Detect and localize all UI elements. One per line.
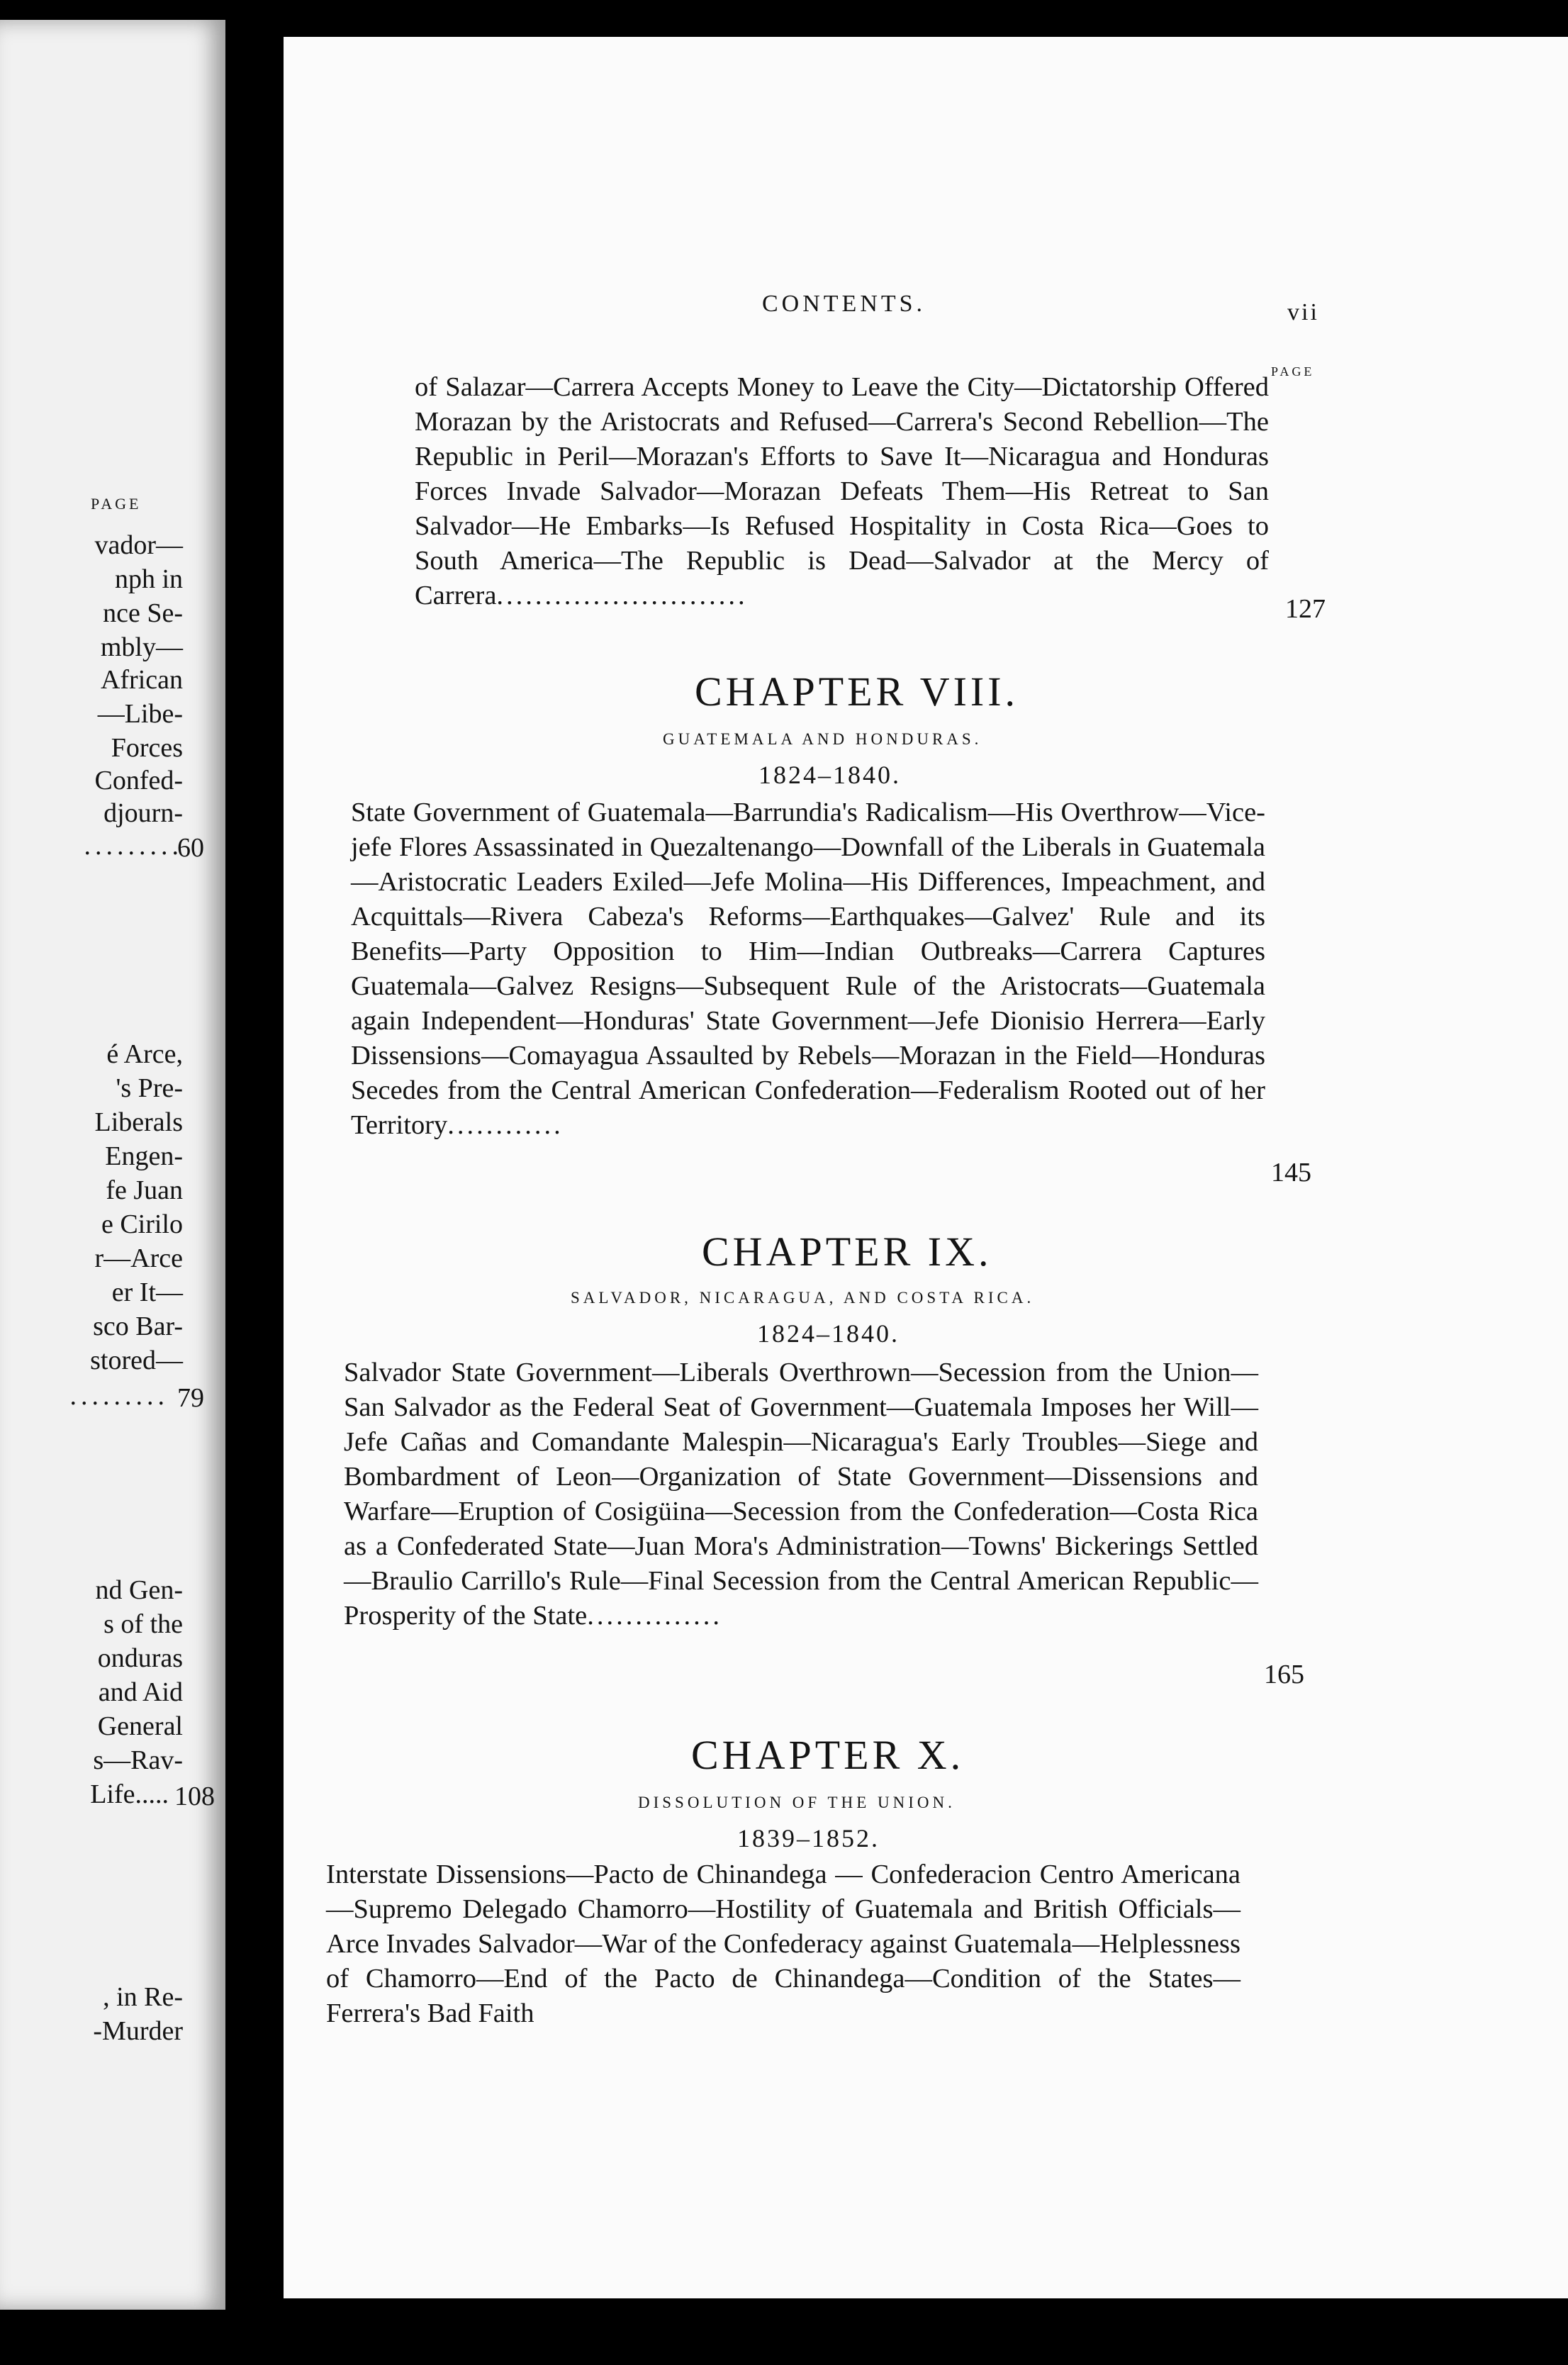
left-text-line: mbly— (100, 632, 183, 662)
left-text-line: 's Pre- (116, 1073, 183, 1103)
page-column-label: PAGE (1271, 364, 1315, 379)
book-gutter (225, 0, 284, 2365)
chapter-years: 1824–1840. (757, 1319, 900, 1348)
left-text-line: —Libe- (97, 699, 183, 729)
left-text-line: -Murder (93, 2016, 183, 2046)
summary-text: Interstate Dissensions—Pacto de Chinandega — Confederacion Centro Americana—Supremo Delegado Chamorro—Hostility of Guatemala and British Officials—Arce Invades Salvador—War of the Confederacy against Guatemala—Helplessness of Chamorro—End of the Pacto de Chinandega—Condition of the States—Ferrera's Bad Faith (326, 1860, 1241, 2028)
continued-chapter-summary: of Salazar—Carrera Accepts Money to Leave the City—Dictatorship Offered Morazan by the Aristocrats and Refused—Carrera's Second Rebellion—The Republic in Peril—Morazan's Efforts to Save It—Nicaragua and Honduras Forces Invade Salvador—Morazan Defeats Them—His Retreat to San Salvador—He Embarks—Is Refused Hospitality in Costa Rica—Goes to South America—The Republic is Dead—Salvador at the Mercy of Carrera.......................... (415, 372, 1269, 610)
summary-text: State Government of Guatemala—Barrundia's Radicalism—His Overthrow—Vice-jefe Flores Assassinated in Quezaltenango—Downfall of the Liberals in Guatemala—Aristocratic Leaders Exiled—Jefe Molina—His Differences, Impeachment, and Acquittals—Rivera Cabeza's Reforms—Earthquakes—Galvez' Rule and its Benefits—Party Opposition to Him—Indian Outbreaks—Carrera Captures Guatemala—Galvez Resigns—Subsequent Rule of the Aristocrats—Guatemala again Independent—Honduras' State Government—Jefe Dionisio Herrera—Early Dissensions—Comayagua Assaulted by Rebels—Morazan in the Field—Honduras Secedes from the Central American Confederation—Federalism Rooted out of her Territory (351, 798, 1265, 1140)
summary-text: of Salazar—Carrera Accepts Money to Leave the City—Dictatorship Offered Morazan by the Aristocrats and Refused—Carrera's Second Rebellion—The Republic in Peril—Morazan's Efforts to Save It—Nicaragua and Honduras Forces Invade Salvador—Morazan Defeats Them—His Retreat to San Salvador—He Embarks—Is Refused Hospitality in Costa Rica—Goes to South America—The Republic is Dead—Salvador at the Mercy of Carrera (415, 372, 1269, 610)
chapter-page-number: 145 (1271, 1158, 1311, 1187)
left-text-line: s of the (103, 1609, 183, 1639)
chapter-years: 1824–1840. (758, 761, 901, 789)
left-text-line: nd Gen- (95, 1575, 183, 1605)
left-text-line: djourn- (103, 798, 183, 828)
chapter-subtitle: GUATEMALA AND HONDURAS. (663, 730, 982, 748)
chapter-title: CHAPTER VIII. (695, 669, 1019, 715)
chapter-title: CHAPTER X. (691, 1732, 965, 1778)
left-text-line: s—Rav- (93, 1745, 183, 1775)
chapter-summary (326, 1857, 1241, 2031)
left-page-number: 108 (174, 1782, 215, 1811)
left-text-line: vador— (94, 530, 183, 560)
chapter-years: 1839–1852. (737, 1824, 880, 1852)
left-text-line: stored— (90, 1346, 183, 1375)
left-text-line: Forces (111, 733, 183, 763)
left-page-number: 79 (177, 1383, 204, 1413)
summary-page-number: 127 (1285, 594, 1326, 624)
summary-text: Salvador State Government—Liberals Overthrown—Secession from the Union—San Salvador as the Federal Seat of Government—Guatemala Imposes her Will—Jefe Cañas and Comandante Malespin—Nicaragua's Early Troubles—Siege and Bombardment of Leon—Organization of State Government—Dissensions and Warfare—Eruption of Cosigüina—Secession from the Confederation—Costa Rica as a Confederated State—Juan Mora's Administration—Towns' Bickerings Settled—Braulio Carrillo's Rule—Final Secession from the Central American Republic—Prosperity of the State (344, 1358, 1258, 1631)
chapter-subtitle: DISSOLUTION OF THE UNION. (638, 1794, 956, 1811)
left-text-line: African (100, 665, 183, 695)
left-text-line: General (97, 1711, 183, 1741)
left-text-line: Life..... (90, 1779, 169, 1809)
left-text-line: é Arce, (106, 1039, 183, 1069)
chapter-subtitle: SALVADOR, NICARAGUA, AND COSTA RICA. (571, 1289, 1035, 1307)
left-facing-page: PAGE vador— nph in nce Se- mbly— African —Libe- Forces Confed- djourn- ......... 60 é Arce, 's Pre- Liberals Engen- fe Juan e Cirilo r—Arce er It— sco Bar- stored— ......... 79 nd Gen- s of the onduras and Aid General s—Rav- Life..... 108 , in Re- -Murder (0, 20, 225, 2310)
left-text-line: er It— (111, 1277, 183, 1307)
chapter-title: CHAPTER IX. (702, 1229, 992, 1275)
left-text-line: Confed- (94, 766, 183, 795)
left-text-line: Engen- (105, 1141, 183, 1171)
left-text-line: Liberals (94, 1107, 183, 1137)
contents-page (284, 37, 1568, 2298)
left-text-line: r—Arce (94, 1243, 183, 1273)
left-text-line: nph in (114, 564, 183, 594)
chapter-summary: State Government of Guatemala—Barrundia's Radicalism—His Overthrow—Vice-jefe Flores Assassinated in Quezaltenango—Downfall of the Liberals in Guatemala—Aristocratic Leaders Exiled—Jefe Molina—His Differences, Impeachment, and Acquittals—Rivera Cabeza's Reforms—Earthquakes—Galvez' Rule and its Benefits—Party Opposition to Him—Indian Outbreaks—Carrera Captures Guatemala—Galvez Resigns—Subsequent Rule of the Aristocrats—Guatemala again Independent—Honduras' State Government—Jefe Dionisio Herrera—Early Dissensions—Comayagua Assaulted by Rebels—Morazan in the Field—Honduras Secedes from the Central American Confederation—Federalism Rooted out of her Territory............ (351, 798, 1265, 1140)
left-text-line: fe Juan (106, 1175, 183, 1205)
running-head: CONTENTS. (762, 291, 926, 317)
left-text-line: sco Bar- (93, 1312, 183, 1341)
chapter-page-number: 165 (1264, 1660, 1304, 1689)
left-text-line: , in Re- (103, 1982, 183, 2012)
left-page-column-label: PAGE (91, 495, 142, 513)
left-text-line: and Aid (98, 1677, 183, 1707)
left-page-number: 60 (177, 833, 204, 863)
left-text-line: nce Se- (103, 598, 183, 628)
page-folio: vii (1287, 299, 1319, 325)
chapter-summary: Salvador State Government—Liberals Overthrown—Secession from the Union—San Salvador as the Federal Seat of Government—Guatemala Imposes her Will—Jefe Cañas and Comandante Malespin—Nicaragua's Early Troubles—Siege and Bombardment of Leon—Organization of State Government—Dissensions and Warfare—Eruption of Cosigüina—Secession from the Confederation—Costa Rica as a Confederated State—Juan Mora's Administration—Towns' Bickerings Settled—Braulio Carrillo's Rule—Final Secession from the Central American Republic—Prosperity of the State.............. (344, 1358, 1258, 1631)
left-text-line: onduras (97, 1643, 183, 1673)
left-text-line: e Cirilo (101, 1209, 183, 1239)
